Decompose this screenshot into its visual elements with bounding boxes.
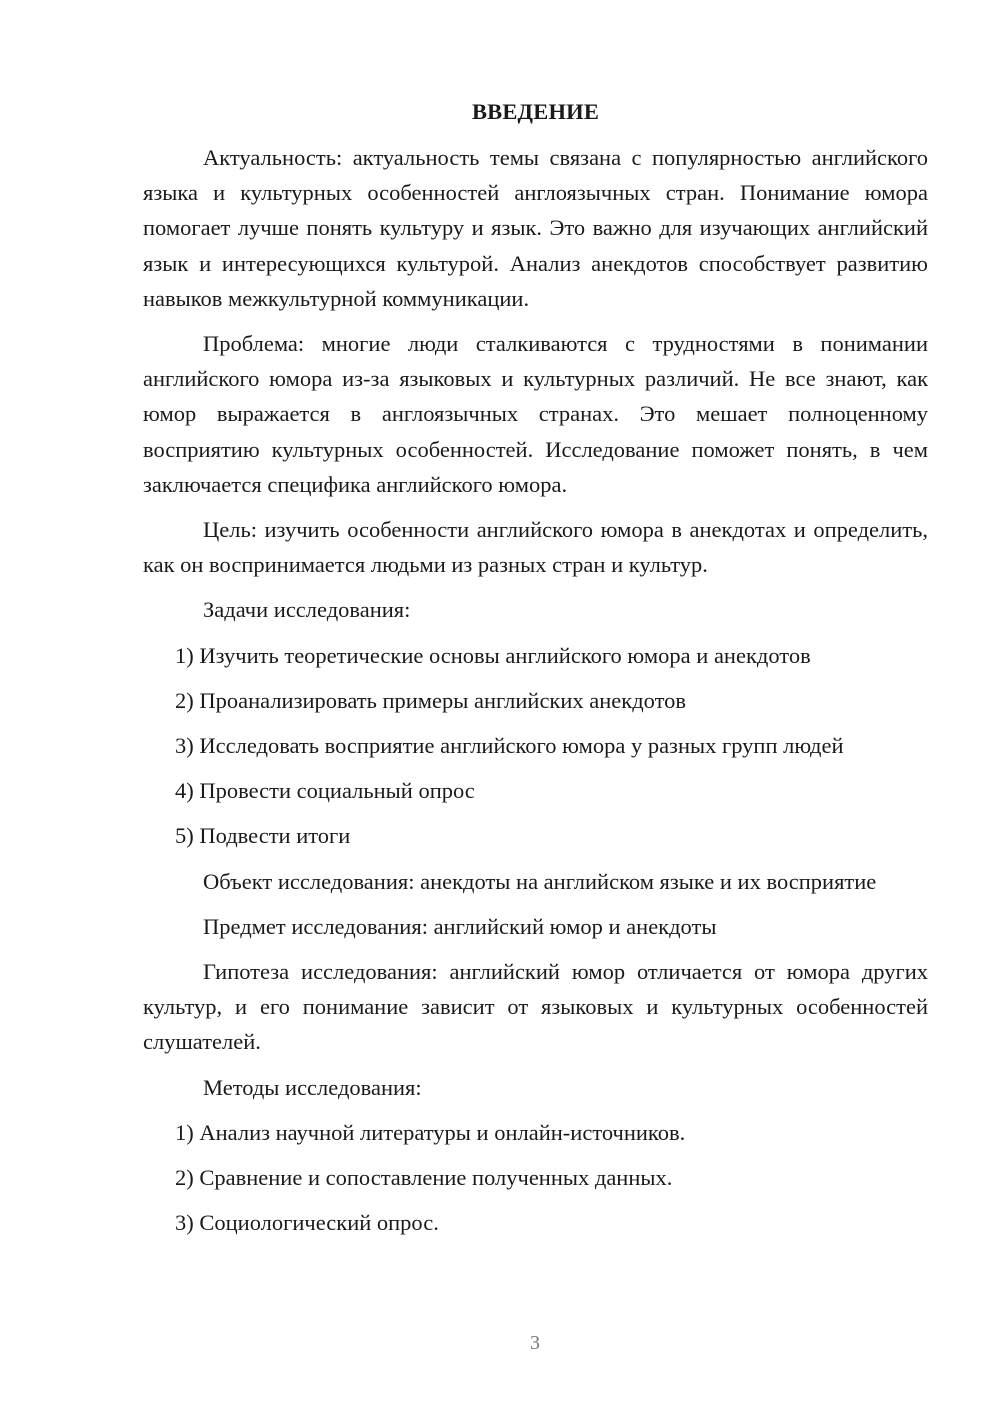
methods-heading: Методы исследования: — [203, 1074, 422, 1100]
task-item: 2) Проанализировать примеры английских анекдотов — [175, 687, 687, 713]
task-item: 5) Подвести итоги — [175, 823, 351, 849]
method-item: 1) Анализ научной литературы и онлайн-источников. — [175, 1119, 686, 1145]
object-paragraph: Объект исследования: анекдоты на английском языке и их восприятие — [203, 868, 877, 894]
task-item: 4) Провести социальный опрос — [175, 778, 475, 804]
methods-list — [143, 1115, 928, 1241]
method-item: 3) Социологический опрос. — [175, 1210, 439, 1236]
tasks-heading: Задачи исследования: — [203, 597, 411, 623]
page-number: 3 — [530, 1332, 540, 1354]
relevance-paragraph: Актуальность: актуальность темы связана с популярностью английского языка и культурных особенностей англоязычных стран. Понимание юмора помогает лучше понять культуру и язык. Это важно для изучающих английский язык и интересующихся культурой. Анализ анекдотов способствует развитию навыков межкультурной коммуникации. — [143, 145, 928, 311]
method-item: 2) Сравнение и сопоставление полученных данных. — [175, 1165, 673, 1191]
tasks-list — [143, 638, 928, 854]
subject-paragraph: Предмет исследования: английский юмор и анекдоты — [203, 913, 717, 939]
goal-paragraph: Цель: изучить особенности английского юмора в анекдотах и определить, как он воспринимается людьми из разных стран и культур. — [143, 517, 928, 578]
task-item: 3) Исследовать восприятие английского юмора у разных групп людей — [175, 733, 844, 759]
page-title: ВВЕДЕНИЕ — [471, 99, 600, 124]
task-item: 1) Изучить теоретические основы английского юмора и анекдотов — [175, 642, 811, 668]
problem-paragraph: Проблема: многие люди сталкиваются с трудностями в понимании английского юмора из-за языковых и культурных различий. Не все знают, как юмор выражается в англоязычных странах. Это мешает полноценному восприятию культурных особенностей. Исследование поможет понять, в чем заключается специфика английского юмора. — [143, 331, 928, 497]
document-body — [143, 95, 928, 1250]
hypothesis-paragraph: Гипотеза исследования: английский юмор отличается от юмора других культур, и его понимание зависит от языковых и культурных особенностей слушателей. — [143, 959, 928, 1055]
